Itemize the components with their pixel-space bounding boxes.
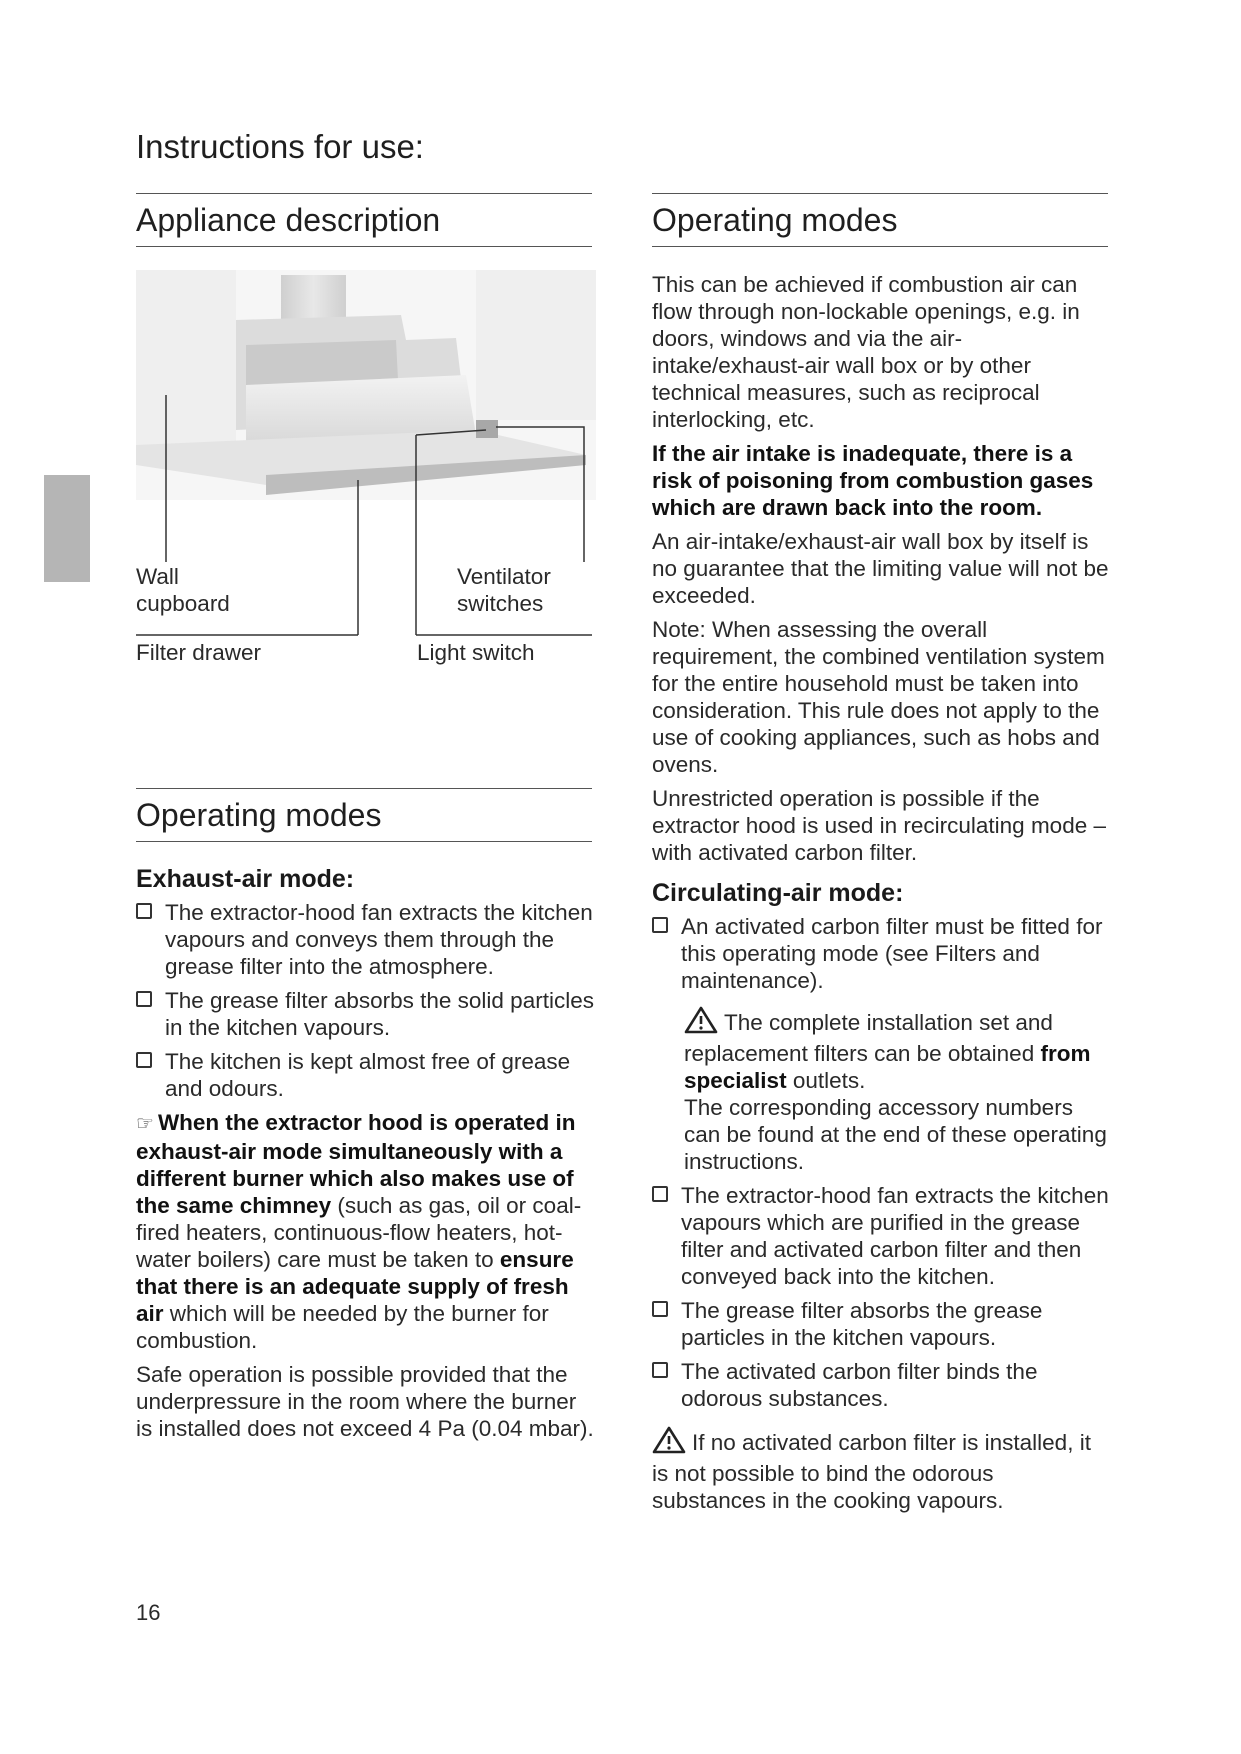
checkbox-bullet-icon xyxy=(652,1186,668,1202)
carbon-filter-warning: If no activated carbon filter is installed, it is not possible to bind the odorous substances in the cooking vapours. xyxy=(652,1426,1112,1514)
chimney-note: ☞ When the extractor hood is operated in exhaust-air mode simultaneously with a different burner which also makes use of the same chimney (such as gas, oil or coal-fired heaters, continuous-flow heaters, hot-water boilers) care must be taken to ensure that there is an adequate supply of fresh air which will be needed by the burner for combustion. xyxy=(136,1110,582,1353)
list-item: An activated carbon filter must be fitted for this operating mode (see Filters and maintenance). xyxy=(652,913,1112,994)
hood-upper-step xyxy=(246,340,398,385)
checkbox-bullet-icon xyxy=(136,903,152,919)
list-item: The grease filter absorbs the grease particles in the kitchen vapours. xyxy=(652,1297,1112,1351)
section-tab-marker xyxy=(44,475,90,582)
warning-triangle-icon xyxy=(652,1426,686,1460)
safe-operation-paragraph: Safe operation is possible provided that the underpressure in the room where the burner is installed does not exceed 4 Pa (0.04 mbar). xyxy=(136,1362,594,1441)
label-light-switch: Light switch xyxy=(417,640,535,665)
list-item: The kitchen is kept almost free of grease and odours. xyxy=(136,1048,596,1102)
label-ventilator: Ventilator xyxy=(457,564,551,589)
heading-operating-modes-right: Operating modes xyxy=(652,193,1108,247)
right-cupboard-shape xyxy=(476,270,596,420)
appliance-diagram xyxy=(136,270,596,500)
checkbox-bullet-icon xyxy=(652,1301,668,1317)
pointing-hand-icon: ☞ xyxy=(136,1113,154,1135)
checkbox-bullet-icon xyxy=(652,917,668,933)
combustion-air-paragraph: This can be achieved if combustion air can flow through non-lockable openings, e.g. in doors, windows and via the air-intake/exhaust-air wall box or by other technical measures, such as reciprocal interlocking, etc. xyxy=(652,272,1080,432)
list-item: The extractor-hood fan extracts the kitchen vapours which are purified in the grease filter and activated carbon filter and then conveyed back into the kitchen. xyxy=(652,1182,1112,1290)
heading-appliance-description: Appliance description xyxy=(136,193,592,247)
checkbox-bullet-icon xyxy=(136,991,152,1007)
heading-exhaust-air-mode: Exhaust-air mode: xyxy=(136,865,355,893)
chimney-duct xyxy=(281,275,346,320)
checkbox-bullet-icon xyxy=(652,1362,668,1378)
page-number: 16 xyxy=(136,1600,161,1625)
installation-set-warning: The complete installation set and replacement filters can be obtained from specialist outlets. The corresponding accessory numbers can be found at the end of these operating instructions. xyxy=(652,1006,1112,1175)
document-title: Instructions for use: xyxy=(136,128,424,165)
list-item: The activated carbon filter binds the odorous substances. xyxy=(652,1358,1112,1412)
label-filter-drawer: Filter drawer xyxy=(136,640,262,665)
heading-circulating-air-mode: Circulating-air mode: xyxy=(652,879,904,907)
ventilation-note-paragraph: Note: When assessing the overall requirement, the combined ventilation system for the entire household must be taken into consideration. This rule does not apply to the use of cooking appliances, such as hobs and ovens. xyxy=(652,617,1105,777)
list-item: The extractor-hood fan extracts the kitchen vapours and conveys them through the grease filter into the atmosphere. xyxy=(136,899,596,980)
label-cupboard: cupboard xyxy=(136,591,230,616)
checkbox-bullet-icon xyxy=(136,1052,152,1068)
ventilator-switches-shape xyxy=(476,420,498,438)
label-switches: switches xyxy=(457,591,544,616)
wall-box-paragraph: An air-intake/exhaust-air wall box by itself is no guarantee that the limiting value will not be exceeded. xyxy=(652,529,1109,608)
list-item: The grease filter absorbs the solid particles in the kitchen vapours. xyxy=(136,987,596,1041)
unrestricted-operation-paragraph: Unrestricted operation is possible if the extractor hood is used in recirculating mode – with activated carbon filter. xyxy=(652,786,1106,865)
right-column-text xyxy=(652,271,1112,1521)
label-wall: Wall xyxy=(136,564,179,589)
wall-cupboard-shape xyxy=(136,270,236,460)
warning-triangle-icon xyxy=(684,1006,718,1040)
poisoning-warning-paragraph: If the air intake is inadequate, there is a risk of poisoning from combustion gases which are drawn back into the room. xyxy=(652,441,1094,520)
heading-operating-modes-left: Operating modes xyxy=(136,788,592,842)
left-column-text xyxy=(136,860,596,1449)
